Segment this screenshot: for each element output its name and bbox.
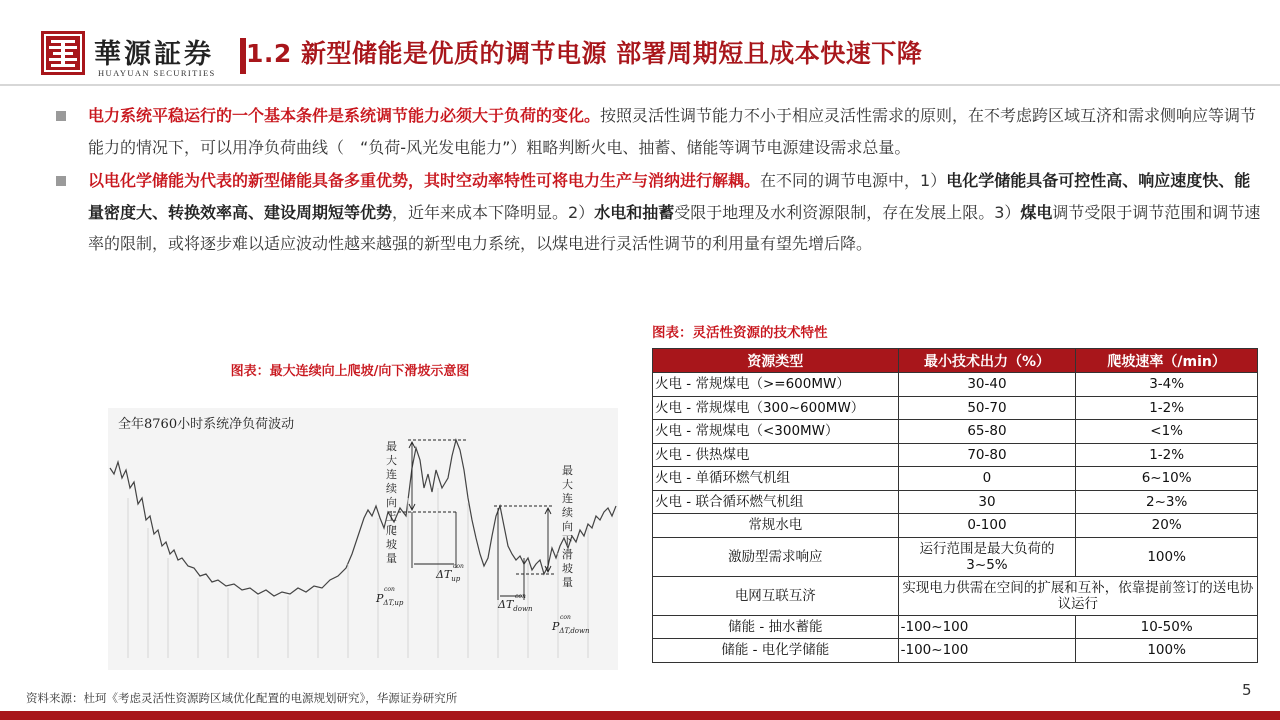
bullet-2-text-3: 受限于地理及水利资源限制，存在发展上限。3） bbox=[674, 202, 1021, 222]
ramp-chart bbox=[108, 408, 618, 670]
logo-text-cn: 華源証券 bbox=[94, 39, 214, 70]
bullet-item-2 bbox=[56, 165, 1266, 260]
ramp-up-label: 最大连续向上爬坡量 bbox=[386, 440, 397, 565]
cell-resource: 储能 - 电化学储能 bbox=[653, 639, 899, 663]
bullet-1-text: 按照灵活性调节能力不小于相应灵活性需求的原则，在不考虑跨区域互济和需求侧响应等调节能力的情况下，可以用净负荷曲线（ “负荷-风光发电能力”）粗略判断火电、抽蓄、储能等调节电源建设需求总量。 bbox=[88, 106, 1257, 157]
bullet-2-bold-1: 电化学储能具备可控性高、响应速度快、能量密度大、转换效率高、建设周期短等优势 bbox=[88, 171, 1251, 222]
cell-resource: 火电 - 联合循环燃气机组 bbox=[653, 490, 899, 514]
p-up-label: $P_{\Delta T,up}$ bbox=[376, 592, 404, 607]
cell-resource: 火电 - 常规煤电（>=600MW） bbox=[653, 373, 899, 397]
p-down-label: $P_{\Delta T,down}$ bbox=[552, 620, 590, 635]
source-note: 资料来源：杜珂《考虑灵活性资源跨区域优化配置的电源规划研究》，华源证券研究所 bbox=[26, 691, 458, 705]
chart-title: 全年8760小时系统净负荷波动 bbox=[118, 417, 295, 432]
cell-min-output: 50-70 bbox=[898, 396, 1076, 420]
cell-ramp-rate: <1% bbox=[1076, 420, 1258, 444]
cell-min-output: 30-40 bbox=[898, 373, 1076, 397]
ramp-down-label: 最大连续向下滑坡量 bbox=[562, 464, 573, 589]
left-figure-caption: 图表：最大连续向上爬坡/向下滑坡示意图 bbox=[230, 364, 470, 379]
table-header-row bbox=[653, 349, 1258, 373]
net-load-curve bbox=[110, 440, 616, 596]
table-row bbox=[653, 420, 1258, 444]
cell-resource: 常规水电 bbox=[653, 514, 899, 538]
page-title: 1.2 新型储能是优质的调节电源 部署周期短且成本快速下降 bbox=[246, 39, 923, 68]
cell-min-output: 65-80 bbox=[898, 420, 1076, 444]
cell-ramp-rate: 3-4% bbox=[1076, 373, 1258, 397]
table-row bbox=[653, 396, 1258, 420]
flexibility-resource-table bbox=[652, 348, 1258, 663]
cell-min-output: -100~100 bbox=[898, 615, 1076, 639]
delta-up-sup: con bbox=[453, 563, 464, 570]
cell-resource: 火电 - 供热煤电 bbox=[653, 443, 899, 467]
header-min-output: 最小技术出力（%） bbox=[898, 349, 1076, 373]
seal-icon bbox=[40, 30, 86, 76]
cell-min-output: 70-80 bbox=[898, 443, 1076, 467]
cell-min-output: -100~100 bbox=[898, 639, 1076, 663]
cell-ramp-rate: 1-2% bbox=[1076, 396, 1258, 420]
cell-ramp-rate: 6~10% bbox=[1076, 467, 1258, 491]
right-figure-caption: 图表：灵活性资源的技术特性 bbox=[652, 325, 828, 341]
header-resource-type: 资源类型 bbox=[653, 349, 899, 373]
cell-ramp-rate: 100% bbox=[1076, 537, 1258, 576]
cell-resource: 火电 - 常规煤电（300~600MW） bbox=[653, 396, 899, 420]
bullet-list bbox=[56, 100, 1266, 262]
cell-min-output: 0 bbox=[898, 467, 1076, 491]
ramp-chart-panel bbox=[108, 408, 618, 670]
cell-resource: 电网互联互济 bbox=[653, 576, 899, 615]
table-row bbox=[653, 615, 1258, 639]
table-row bbox=[653, 639, 1258, 663]
table-row bbox=[653, 514, 1258, 538]
bullet-1-lead: 电力系统平稳运行的一个基本条件是系统调节能力必须大于负荷的变化。 bbox=[88, 106, 601, 125]
table-row bbox=[653, 467, 1258, 491]
cell-ramp-rate: 100% bbox=[1076, 639, 1258, 663]
p-down-sup: con bbox=[560, 614, 571, 621]
cell-ramp-rate: 1-2% bbox=[1076, 443, 1258, 467]
delta-down-label: $\Delta T_{down}$ bbox=[498, 598, 533, 613]
bullet-2-text-1: 在不同的调节电源中，1） bbox=[760, 171, 947, 190]
bullet-item-1 bbox=[56, 100, 1266, 163]
cell-resource: 储能 - 抽水蓄能 bbox=[653, 615, 899, 639]
table-row bbox=[653, 537, 1258, 576]
delta-down-sup: con bbox=[515, 593, 526, 600]
logo-text-en: HUAYUAN SECURITIES bbox=[98, 68, 216, 78]
table-row bbox=[653, 373, 1258, 397]
table-row bbox=[653, 490, 1258, 514]
cell-resource: 火电 - 单循环燃气机组 bbox=[653, 467, 899, 491]
cell-min-output: 运行范围是最大负荷的3~5% bbox=[898, 537, 1076, 576]
bullet-2-bold-3: 煤电 bbox=[1020, 202, 1053, 222]
bullet-2-bold-2: 水电和抽蓄 bbox=[594, 202, 675, 222]
header-ramp-rate: 爬坡速率（/min） bbox=[1076, 349, 1258, 373]
cell-min-output: 30 bbox=[898, 490, 1076, 514]
cell-ramp-rate: 20% bbox=[1076, 514, 1258, 538]
bullet-2-text-2: ，近年来成本下降明显。2） bbox=[392, 202, 595, 222]
cell-ramp-rate: 2~3% bbox=[1076, 490, 1258, 514]
bullet-2-text-4: 调节受限于调节范围和调节速率的限制，或将逐步难以适应波动性越来越强的新型电力系统，以煤电进行灵活性调节的利用量有望先增后降。 bbox=[88, 202, 1261, 253]
bullet-square-icon bbox=[56, 111, 66, 121]
cell-description: 实现电力供需在空间的扩展和互补，依靠提前签订的送电协议运行 bbox=[898, 576, 1257, 615]
cell-ramp-rate: 10-50% bbox=[1076, 615, 1258, 639]
delta-up-label: $\Delta T_{up}$ bbox=[436, 568, 461, 583]
table-row bbox=[653, 443, 1258, 467]
cell-min-output: 0-100 bbox=[898, 514, 1076, 538]
cell-resource: 激励型需求响应 bbox=[653, 537, 899, 576]
cell-resource: 火电 - 常规煤电（<300MW） bbox=[653, 420, 899, 444]
table-row bbox=[653, 576, 1258, 615]
bullet-square-icon bbox=[56, 176, 66, 186]
header-divider bbox=[0, 84, 1280, 86]
ramp-up-annotation bbox=[388, 440, 468, 568]
footer-bar bbox=[0, 711, 1280, 720]
page-number: 5 bbox=[1242, 681, 1252, 699]
bullet-2-lead: 以电化学储能为代表的新型储能具备多重优势，其时空动率特性可将电力生产与消纳进行解耦。 bbox=[88, 171, 761, 190]
p-up-sup: con bbox=[384, 586, 395, 593]
company-logo bbox=[36, 30, 236, 82]
